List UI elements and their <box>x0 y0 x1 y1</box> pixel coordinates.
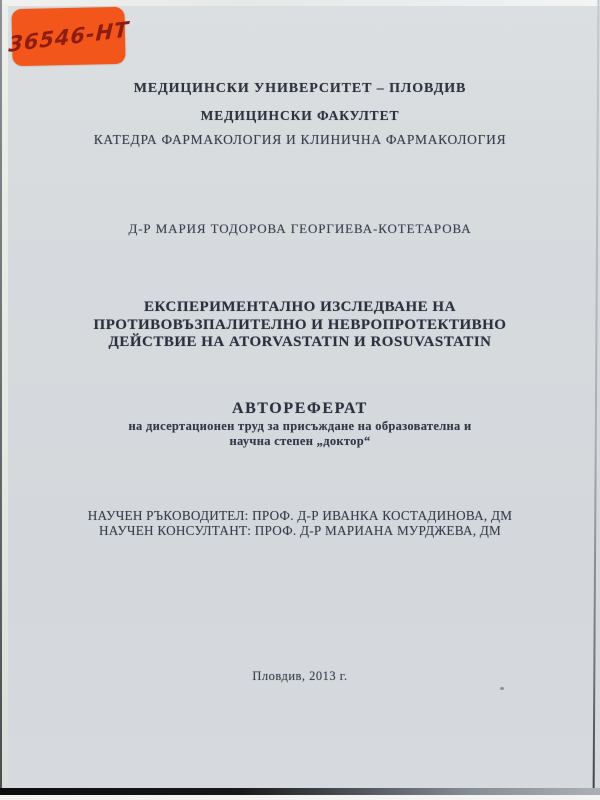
scan-speck <box>500 687 504 690</box>
faculty-name: МЕДИЦИНСКИ ФАКУЛТЕТ <box>200 108 400 123</box>
inventory-number: 36546-НТ <box>7 16 130 57</box>
dissertation-title-line-3: ДЕЙСТВИЕ НА ATORVASTATIN И ROSUVASTATIN <box>108 334 492 350</box>
abstract-subtitle-line-1: на дисертационен труд за присъждане на образователна и <box>128 419 472 433</box>
scan-edge-bottom-white <box>0 795 600 800</box>
department-name: КАТЕДРА ФАРМАКОЛОГИЯ И КЛИНИЧНА ФАРМАКОЛОГИЯ <box>93 132 507 147</box>
scan-edge-bottom-shadow <box>0 788 600 795</box>
library-sticker <box>7 7 130 66</box>
dissertation-title-line-2: ПРОТИВОВЪЗПАЛИТЕЛНО И НЕВРОПРОТЕКТИВНО <box>93 316 507 333</box>
scientific-supervisor: НАУЧЕН РЪКОВОДИТЕЛ: ПРОФ. Д-Р ИВАНКА КОСТАДИНОВА, ДМ <box>87 508 513 523</box>
abstract-subtitle <box>0 419 600 448</box>
dissertation-title-line-1: ЕКСПЕРИМЕНТАЛНО ИЗСЛЕДВАНЕ НА <box>144 299 456 315</box>
university-name: МЕДИЦИНСКИ УНИВЕРСИТЕТ – ПЛОВДИВ <box>133 81 467 96</box>
abstract-subtitle-line-2: научна степен „доктор“ <box>229 433 371 448</box>
dissertation-title <box>0 299 600 352</box>
scan-edge-top <box>0 0 600 6</box>
scientific-consultant: НАУЧЕН КОНСУЛТАНТ: ПРОФ. Д-Р МАРИАНА МУРДЖЕВА, ДМ <box>98 523 502 538</box>
committee <box>0 508 600 538</box>
abstract-heading: АВТОРЕФЕРАТ <box>232 400 368 417</box>
author-name: Д-Р МАРИЯ ТОДОРОВА ГЕОРГИЕВА-КОТЕТАРОВА <box>128 221 472 236</box>
place-and-year: Пловдив, 2013 г. <box>252 669 348 683</box>
